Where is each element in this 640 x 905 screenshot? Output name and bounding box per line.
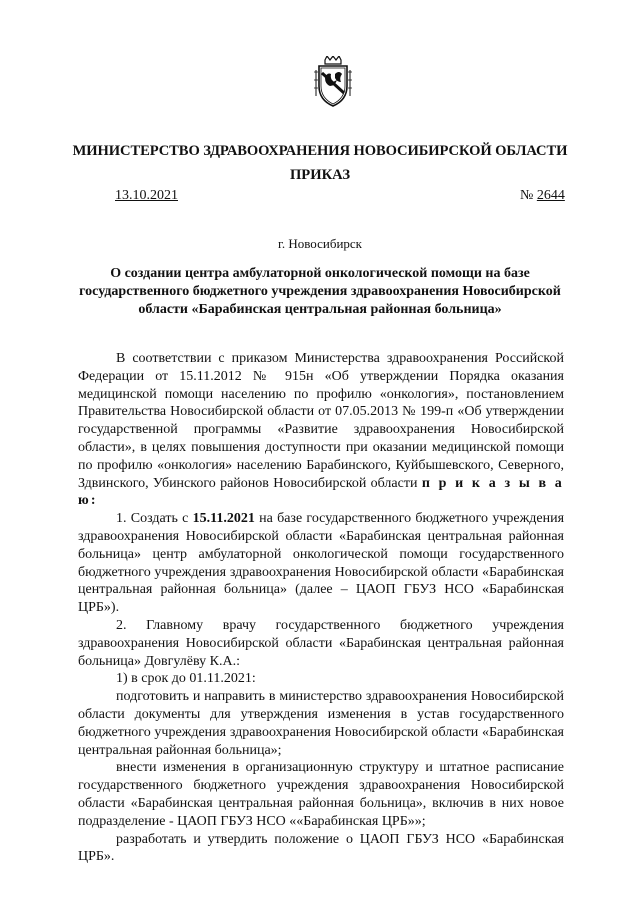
start-date: 15.11.2021 [192, 511, 255, 527]
order-word: п р и к а з ы в а ю: [78, 475, 564, 509]
item-2-paragraph: 2. Главному врачу государственного бюджетного учреждения здравоохранения Новосибирской области «Барабинская центральная районная больница» Довгулёву К.А.: [78, 617, 564, 669]
preamble-paragraph: В соответствии с приказом Министерства здравоохранения Российской Федерации от 15.11.2012 № 915н «Об утверждении Порядка оказания медицинской помощи населению по профилю «онкология», постановлением Правительства Новосибирской области от 07.05.2013 № 199-п «Об утверждении государственной программы «Развитие здравоохранения Новосибирской области», в целях повышения доступности при оказании медицинской помощи по профилю «онкология» населению Барабинского, Куйбышевского, Северного, Здвинского, Убинского районов Новосибирской области п р и к а з ы в а ю: [78, 351, 564, 509]
order-subject: О создании центра амбулаторной онкологической помощи на базе государственного бюджетного учреждения здравоохранения Новосибирской области «Барабинская центральная районная больница» [79, 266, 561, 317]
item-1-paragraph: 1. Создать с 15.11.2021 на базе государственного бюджетного учреждения здравоохранения Новосибирской области «Барабинская центральная районная больница» центр амбулаторной онкологической помощи государственного бюджетного учреждения здравоохранения Новосибирской области «Барабинская центральная районная больница» (далее – ЦАОП ГБУЗ НСО «Барабинская ЦРБ»). [78, 511, 565, 616]
order-date: 13.10.2021 [115, 188, 178, 203]
number-sign: № [520, 188, 534, 203]
order-body [78, 350, 564, 866]
item-2-1-b-paragraph: внести изменения в организационную структуру и штатное расписание государственного бюджетного учреждения здравоохранения Новосибирской области «Барабинская центральная районная больница», включив в них новое подразделение - ЦАОП ГБУЗ НСО ««Барабинская ЦРБ»»; [78, 760, 564, 829]
ministry-title: МИНИСТЕРСТВО ЗДРАВООХРАНЕНИЯ НОВОСИБИРСКОЙ ОБЛАСТИ [72, 143, 568, 159]
item-2-1-a-paragraph: подготовить и направить в министерство здравоохранения Новосибирской области документы для утверждения изменения в устав государственного бюджетного учреждения здравоохранения Новосибирской области «Барабинская центральная районная больница»; [78, 689, 564, 758]
item-2-1-c-paragraph: разработать и утвердить положение о ЦАОП ГБУЗ НСО «Барабинская ЦРБ». [78, 831, 564, 865]
item-2-1-paragraph: 1) в срок до 01.11.2021: [116, 671, 256, 687]
order-number [520, 188, 565, 204]
document-type: ПРИКАЗ [289, 167, 351, 183]
coat-of-arms-icon [313, 56, 353, 108]
number-value: 2644 [536, 188, 565, 203]
city: г. Новосибирск [277, 236, 362, 251]
